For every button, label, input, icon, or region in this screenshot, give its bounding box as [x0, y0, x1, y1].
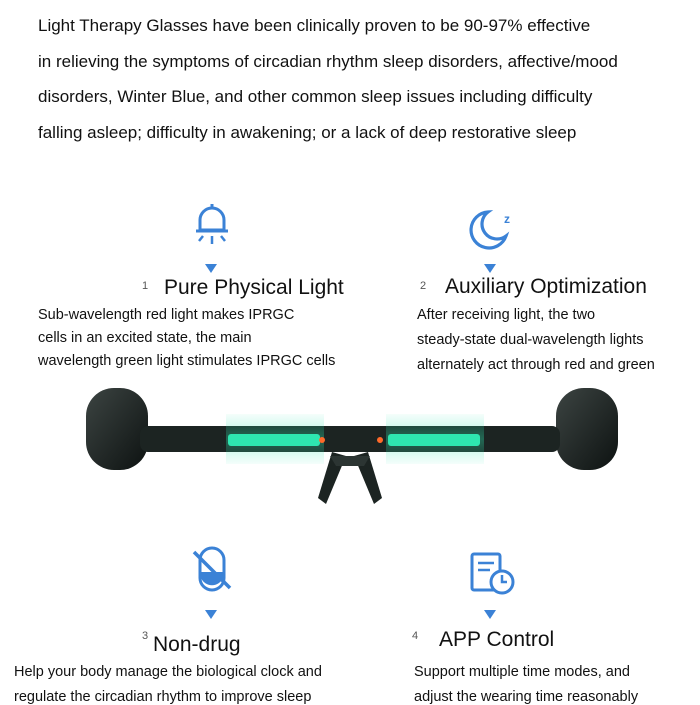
left-ear-pod: [86, 388, 148, 470]
app-clock-icon: [468, 550, 518, 598]
intro-line: in relieving the symptoms of circadian rhythm sleep disorders, affective/mood: [38, 51, 618, 71]
feature-title: APP Control: [439, 628, 555, 651]
feature-number: 2: [420, 280, 427, 292]
feature-desc-line: Help your body manage the biological clock and: [14, 664, 322, 680]
intro-line: disorders, Winter Blue, and other common sleep issues including difficulty: [38, 87, 593, 106]
moon-sleep-icon: [466, 206, 516, 252]
intro-paragraph: [38, 8, 698, 150]
right-green-light: [388, 434, 480, 446]
svg-text:z: z: [504, 212, 510, 226]
feature-number: 4: [412, 630, 419, 642]
feature-title: Auxiliary Optimization: [445, 275, 647, 298]
feature-desc-line: alternately act through red and green: [417, 357, 655, 373]
feature-desc-line: Sub-wavelength red light makes IPRGC: [38, 307, 295, 323]
down-arrow-icon: [484, 610, 496, 619]
intro-line: Light Therapy Glasses have been clinically proven to be 90-97% effective: [38, 16, 591, 35]
frame-bar: [140, 426, 560, 452]
intro-line: falling asleep; difficulty in awakening; or a lack of deep restorative sleep: [38, 122, 577, 142]
left-green-light: [228, 434, 320, 446]
right-ear-pod: [556, 388, 618, 470]
right-red-led: [377, 437, 383, 443]
feature-desc-line: After receiving light, the two: [417, 307, 596, 323]
left-red-led: [319, 437, 325, 443]
down-arrow-icon: [205, 264, 217, 273]
down-arrow-icon: [484, 264, 496, 273]
no-drug-icon: [192, 544, 232, 594]
feature-title: Pure Physical Light: [164, 276, 344, 299]
feature-desc-line: steady-state dual-wavelength lights: [417, 332, 644, 348]
feature-desc-line: Support multiple time modes, and: [414, 664, 630, 680]
feature-number: 1: [142, 280, 149, 292]
feature-number: 3: [142, 630, 149, 642]
feature-desc-line: adjust the wearing time reasonably: [414, 689, 639, 705]
feature-desc-line: regulate the circadian rhythm to improve sleep: [14, 689, 312, 705]
down-arrow-icon: [205, 610, 217, 619]
bell-light-icon: [192, 200, 232, 248]
feature-title: Non-drug: [153, 633, 241, 656]
feature-desc-line: cells in an excited state, the main: [38, 330, 252, 346]
light-therapy-glasses-image: [0, 380, 700, 520]
feature-desc-line: wavelength green light stimulates IPRGC cells: [38, 353, 336, 369]
